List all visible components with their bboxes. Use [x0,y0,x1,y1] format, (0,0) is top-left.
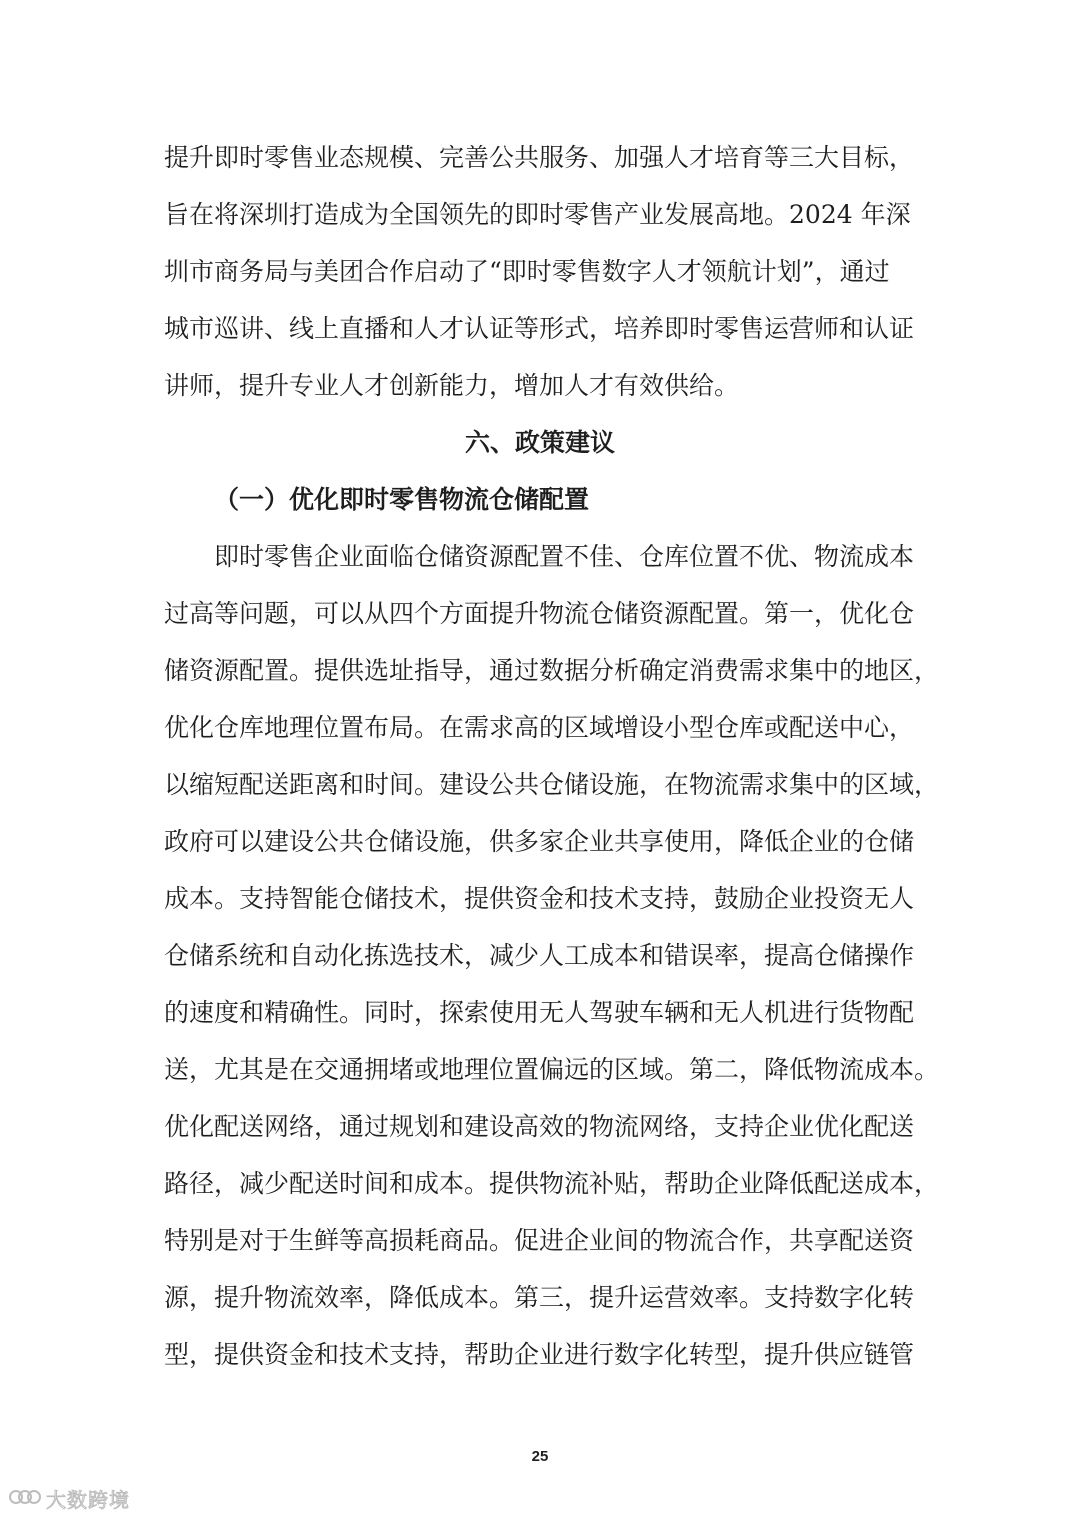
body-line-14: 源，提升物流效率，降低成本。第三，提升运营效率。支持数字化转 [164,1283,915,1312]
subsection-heading: （一）优化即时零售物流仓储配置 [214,485,590,514]
body-line-1: 即时零售企业面临仓储资源配置不佳、仓库位置不优、物流成本 [214,542,915,571]
intro-line-3: 圳市商务局与美团合作启动了“即时零售数字人才领航计划”，通过 [164,257,890,286]
intro-line-4: 城市巡讲、线上直播和人才认证等形式，培养即时零售运营师和认证 [164,314,915,343]
intro-line-5: 讲师，提升专业人才创新能力，增加人才有效供给。 [164,371,740,400]
body-line-10: 送，尤其是在交通拥堵或地理位置偏远的区域。第二，降低物流成本。 [164,1055,940,1084]
watermark-logo-icon [8,1487,42,1511]
watermark [8,1484,130,1513]
body-line-11: 优化配送网络，通过规划和建设高效的物流网络，支持企业优化配送 [164,1112,915,1141]
body-line-13: 特别是对于生鲜等高损耗商品。促进企业间的物流合作，共享配送资 [164,1226,915,1255]
body-line-3: 储资源配置。提供选址指导，通过数据分析确定消费需求集中的地区， [164,656,940,685]
body-line-2: 过高等问题，可以从四个方面提升物流仓储资源配置。第一，优化仓 [164,599,915,628]
body-line-6: 政府可以建设公共仓储设施，供多家企业共享使用，降低企业的仓储 [164,827,915,856]
watermark-text: 大数跨境 [46,1488,130,1512]
body-line-7: 成本。支持智能仓储技术，提供资金和技术支持，鼓励企业投资无人 [164,884,915,913]
body-line-15: 型，提供资金和技术支持，帮助企业进行数字化转型，提升供应链管 [164,1340,915,1369]
page-number: 25 [531,1448,549,1465]
body-line-4: 优化仓库地理位置布局。在需求高的区域增设小型仓库或配送中心， [164,713,915,742]
body-line-12: 路径，减少配送时间和成本。提供物流补贴，帮助企业降低配送成本， [164,1169,940,1198]
body-line-9: 的速度和精确性。同时，探索使用无人驾驶车辆和无人机进行货物配 [164,998,915,1027]
body-line-8: 仓储系统和自动化拣选技术，减少人工成本和错误率，提高仓储操作 [164,941,915,970]
section-heading: 六、政策建议 [464,428,615,457]
intro-line-2: 旨在将深圳打造成为全国领先的即时零售产业发展高地。2024 年深 [164,200,911,229]
body-line-5: 以缩短配送距离和时间。建设公共仓储设施，在物流需求集中的区域， [164,770,940,799]
intro-line-1: 提升即时零售业态规模、完善公共服务、加强人才培育等三大目标， [164,143,915,172]
